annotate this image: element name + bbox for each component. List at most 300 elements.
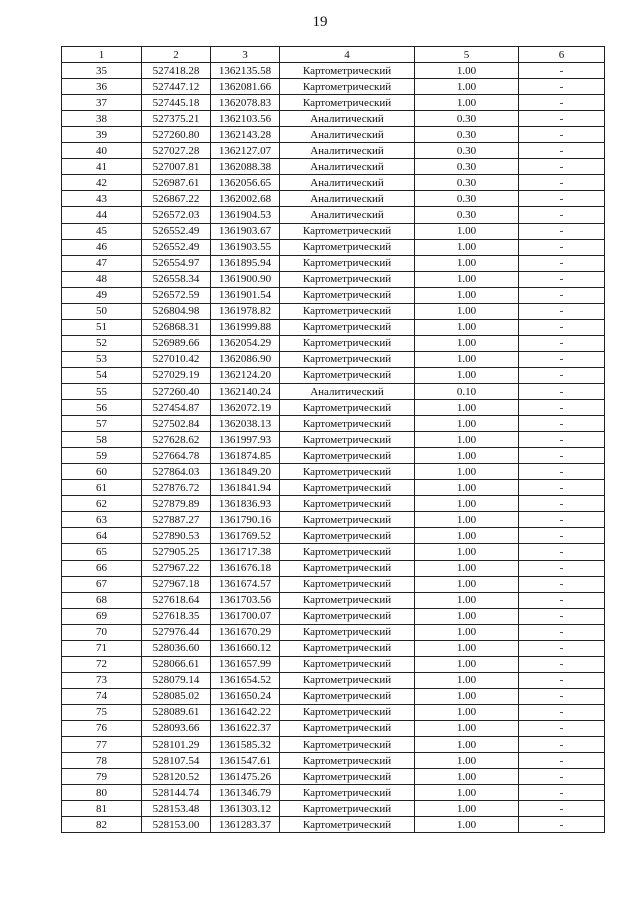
table-row: [62, 367, 605, 383]
x-coordinate-cell: 528036.60: [142, 640, 211, 656]
note-cell: -: [519, 817, 605, 833]
method-cell: Картометрический: [280, 640, 415, 656]
y-coordinate-cell: 1361903.67: [211, 223, 280, 239]
method-cell: Картометрический: [280, 95, 415, 111]
point-number-cell: 69: [62, 608, 142, 624]
x-coordinate-cell: 527628.62: [142, 432, 211, 448]
method-cell: Аналитический: [280, 191, 415, 207]
method-cell: Аналитический: [280, 207, 415, 223]
y-coordinate-cell: 1362072.19: [211, 400, 280, 416]
y-coordinate-cell: 1361836.93: [211, 496, 280, 512]
y-coordinate-cell: 1362127.07: [211, 143, 280, 159]
table-row: [62, 255, 605, 271]
point-number-cell: 45: [62, 223, 142, 239]
table-row: [62, 720, 605, 736]
method-cell: Картометрический: [280, 528, 415, 544]
accuracy-cell: 1.00: [415, 271, 519, 287]
y-coordinate-cell: 1362135.58: [211, 63, 280, 79]
note-cell: -: [519, 720, 605, 736]
table-row: [62, 127, 605, 143]
note-cell: -: [519, 576, 605, 592]
y-coordinate-cell: 1361841.94: [211, 480, 280, 496]
note-cell: -: [519, 608, 605, 624]
x-coordinate-cell: 528153.48: [142, 801, 211, 817]
y-coordinate-cell: 1361654.52: [211, 672, 280, 688]
method-cell: Картометрический: [280, 656, 415, 672]
method-cell: Картометрический: [280, 448, 415, 464]
table-row: [62, 191, 605, 207]
x-coordinate-cell: 527010.42: [142, 351, 211, 367]
point-number-cell: 77: [62, 737, 142, 753]
accuracy-cell: 1.00: [415, 801, 519, 817]
y-coordinate-cell: 1361874.85: [211, 448, 280, 464]
method-cell: Картометрический: [280, 769, 415, 785]
x-coordinate-cell: 527260.80: [142, 127, 211, 143]
x-coordinate-cell: 527618.35: [142, 608, 211, 624]
table-row: [62, 303, 605, 319]
method-cell: Картометрический: [280, 223, 415, 239]
note-cell: -: [519, 383, 605, 399]
note-cell: -: [519, 432, 605, 448]
accuracy-cell: 1.00: [415, 351, 519, 367]
x-coordinate-cell: 527967.18: [142, 576, 211, 592]
note-cell: -: [519, 528, 605, 544]
point-number-cell: 50: [62, 303, 142, 319]
method-cell: Аналитический: [280, 143, 415, 159]
x-coordinate-cell: 527260.40: [142, 383, 211, 399]
method-cell: Аналитический: [280, 111, 415, 127]
method-cell: Картометрический: [280, 351, 415, 367]
table-row: [62, 351, 605, 367]
accuracy-cell: 0.30: [415, 191, 519, 207]
x-coordinate-cell: 527976.44: [142, 624, 211, 640]
note-cell: -: [519, 143, 605, 159]
table-row: [62, 239, 605, 255]
accuracy-cell: 1.00: [415, 560, 519, 576]
note-cell: -: [519, 95, 605, 111]
accuracy-cell: 1.00: [415, 255, 519, 271]
table-row: [62, 63, 605, 79]
y-coordinate-cell: 1361997.93: [211, 432, 280, 448]
x-coordinate-cell: 528066.61: [142, 656, 211, 672]
y-coordinate-cell: 1362143.28: [211, 127, 280, 143]
note-cell: -: [519, 191, 605, 207]
x-coordinate-cell: 526552.49: [142, 223, 211, 239]
note-cell: -: [519, 175, 605, 191]
method-cell: Картометрический: [280, 271, 415, 287]
y-coordinate-cell: 1361904.53: [211, 207, 280, 223]
header-cell: 2: [142, 47, 211, 63]
note-cell: -: [519, 512, 605, 528]
x-coordinate-cell: 527029.19: [142, 367, 211, 383]
point-number-cell: 55: [62, 383, 142, 399]
x-coordinate-cell: 528144.74: [142, 785, 211, 801]
table-row: [62, 704, 605, 720]
accuracy-cell: 1.00: [415, 608, 519, 624]
table-row: [62, 528, 605, 544]
x-coordinate-cell: 526554.97: [142, 255, 211, 271]
accuracy-cell: 1.00: [415, 785, 519, 801]
y-coordinate-cell: 1361717.38: [211, 544, 280, 560]
point-number-cell: 39: [62, 127, 142, 143]
table-row: [62, 560, 605, 576]
table-row: [62, 737, 605, 753]
x-coordinate-cell: 527375.21: [142, 111, 211, 127]
accuracy-cell: 1.00: [415, 303, 519, 319]
x-coordinate-cell: 526572.59: [142, 287, 211, 303]
table-row: [62, 496, 605, 512]
accuracy-cell: 1.00: [415, 640, 519, 656]
y-coordinate-cell: 1361346.79: [211, 785, 280, 801]
accuracy-cell: 1.00: [415, 592, 519, 608]
point-number-cell: 80: [62, 785, 142, 801]
y-coordinate-cell: 1361670.29: [211, 624, 280, 640]
note-cell: -: [519, 239, 605, 255]
x-coordinate-cell: 527905.25: [142, 544, 211, 560]
table-row: [62, 95, 605, 111]
point-number-cell: 67: [62, 576, 142, 592]
point-number-cell: 64: [62, 528, 142, 544]
table-row: [62, 159, 605, 175]
method-cell: Картометрический: [280, 255, 415, 271]
point-number-cell: 71: [62, 640, 142, 656]
note-cell: -: [519, 480, 605, 496]
accuracy-cell: 1.00: [415, 367, 519, 383]
accuracy-cell: 1.00: [415, 753, 519, 769]
y-coordinate-cell: 1361769.52: [211, 528, 280, 544]
accuracy-cell: 1.00: [415, 400, 519, 416]
method-cell: Аналитический: [280, 127, 415, 143]
note-cell: -: [519, 303, 605, 319]
y-coordinate-cell: 1361660.12: [211, 640, 280, 656]
y-coordinate-cell: 1362124.20: [211, 367, 280, 383]
point-number-cell: 78: [62, 753, 142, 769]
coordinates-table: [61, 46, 605, 833]
table-row: [62, 753, 605, 769]
y-coordinate-cell: 1361547.61: [211, 753, 280, 769]
accuracy-cell: 0.30: [415, 127, 519, 143]
method-cell: Картометрический: [280, 512, 415, 528]
method-cell: Картометрический: [280, 480, 415, 496]
x-coordinate-cell: 526989.66: [142, 335, 211, 351]
x-coordinate-cell: 526572.03: [142, 207, 211, 223]
method-cell: Картометрический: [280, 367, 415, 383]
x-coordinate-cell: 527502.84: [142, 416, 211, 432]
accuracy-cell: 1.00: [415, 688, 519, 704]
point-number-cell: 53: [62, 351, 142, 367]
accuracy-cell: 1.00: [415, 239, 519, 255]
y-coordinate-cell: 1361790.16: [211, 512, 280, 528]
note-cell: -: [519, 464, 605, 480]
method-cell: Картометрический: [280, 592, 415, 608]
method-cell: Картометрический: [280, 785, 415, 801]
header-cell: 1: [62, 47, 142, 63]
table-row: [62, 608, 605, 624]
table-row: [62, 271, 605, 287]
method-cell: Аналитический: [280, 383, 415, 399]
method-cell: Картометрический: [280, 79, 415, 95]
y-coordinate-cell: 1362103.56: [211, 111, 280, 127]
table-row: [62, 319, 605, 335]
method-cell: Картометрический: [280, 753, 415, 769]
point-number-cell: 56: [62, 400, 142, 416]
x-coordinate-cell: 527418.28: [142, 63, 211, 79]
x-coordinate-cell: 526804.98: [142, 303, 211, 319]
table-row: [62, 287, 605, 303]
point-number-cell: 60: [62, 464, 142, 480]
x-coordinate-cell: 527879.89: [142, 496, 211, 512]
accuracy-cell: 1.00: [415, 576, 519, 592]
accuracy-cell: 0.30: [415, 111, 519, 127]
y-coordinate-cell: 1362081.66: [211, 79, 280, 95]
point-number-cell: 68: [62, 592, 142, 608]
method-cell: Картометрический: [280, 608, 415, 624]
note-cell: -: [519, 560, 605, 576]
point-number-cell: 44: [62, 207, 142, 223]
note-cell: -: [519, 287, 605, 303]
point-number-cell: 58: [62, 432, 142, 448]
note-cell: -: [519, 159, 605, 175]
y-coordinate-cell: 1361903.55: [211, 239, 280, 255]
x-coordinate-cell: 527027.28: [142, 143, 211, 159]
point-number-cell: 49: [62, 287, 142, 303]
x-coordinate-cell: 528107.54: [142, 753, 211, 769]
y-coordinate-cell: 1361901.54: [211, 287, 280, 303]
x-coordinate-cell: 527007.81: [142, 159, 211, 175]
table-row: [62, 769, 605, 785]
accuracy-cell: 1.00: [415, 544, 519, 560]
x-coordinate-cell: 527618.64: [142, 592, 211, 608]
method-cell: Картометрический: [280, 801, 415, 817]
table-row: [62, 448, 605, 464]
note-cell: -: [519, 672, 605, 688]
method-cell: Картометрический: [280, 63, 415, 79]
y-coordinate-cell: 1361978.82: [211, 303, 280, 319]
note-cell: -: [519, 704, 605, 720]
accuracy-cell: 1.00: [415, 720, 519, 736]
header-cell: 3: [211, 47, 280, 63]
note-cell: -: [519, 351, 605, 367]
accuracy-cell: 1.00: [415, 448, 519, 464]
y-coordinate-cell: 1361622.37: [211, 720, 280, 736]
table-row: [62, 544, 605, 560]
accuracy-cell: 1.00: [415, 656, 519, 672]
table-body: [62, 63, 605, 833]
method-cell: Аналитический: [280, 175, 415, 191]
note-cell: -: [519, 785, 605, 801]
table-row: [62, 656, 605, 672]
x-coordinate-cell: 528085.02: [142, 688, 211, 704]
y-coordinate-cell: 1361585.32: [211, 737, 280, 753]
point-number-cell: 38: [62, 111, 142, 127]
y-coordinate-cell: 1362002.68: [211, 191, 280, 207]
point-number-cell: 51: [62, 319, 142, 335]
note-cell: -: [519, 769, 605, 785]
x-coordinate-cell: 528093.66: [142, 720, 211, 736]
accuracy-cell: 1.00: [415, 704, 519, 720]
method-cell: Картометрический: [280, 464, 415, 480]
accuracy-cell: 1.00: [415, 512, 519, 528]
table-row: [62, 400, 605, 416]
accuracy-cell: 1.00: [415, 672, 519, 688]
point-number-cell: 52: [62, 335, 142, 351]
y-coordinate-cell: 1361642.22: [211, 704, 280, 720]
point-number-cell: 43: [62, 191, 142, 207]
y-coordinate-cell: 1362140.24: [211, 383, 280, 399]
accuracy-cell: 0.30: [415, 175, 519, 191]
note-cell: -: [519, 319, 605, 335]
note-cell: -: [519, 127, 605, 143]
note-cell: -: [519, 753, 605, 769]
accuracy-cell: 1.00: [415, 480, 519, 496]
y-coordinate-cell: 1362088.38: [211, 159, 280, 175]
method-cell: Картометрический: [280, 496, 415, 512]
table-row: [62, 592, 605, 608]
method-cell: Картометрический: [280, 400, 415, 416]
note-cell: -: [519, 255, 605, 271]
y-coordinate-cell: 1361676.18: [211, 560, 280, 576]
method-cell: Картометрический: [280, 432, 415, 448]
note-cell: -: [519, 737, 605, 753]
table-row: [62, 335, 605, 351]
table-row: [62, 480, 605, 496]
accuracy-cell: 1.00: [415, 528, 519, 544]
x-coordinate-cell: 527890.53: [142, 528, 211, 544]
y-coordinate-cell: 1361475.26: [211, 769, 280, 785]
note-cell: -: [519, 544, 605, 560]
point-number-cell: 54: [62, 367, 142, 383]
accuracy-cell: 1.00: [415, 817, 519, 833]
table-row: [62, 640, 605, 656]
x-coordinate-cell: 528089.61: [142, 704, 211, 720]
table-row: [62, 512, 605, 528]
x-coordinate-cell: 526558.34: [142, 271, 211, 287]
point-number-cell: 37: [62, 95, 142, 111]
point-number-cell: 59: [62, 448, 142, 464]
table-row: [62, 223, 605, 239]
x-coordinate-cell: 528101.29: [142, 737, 211, 753]
x-coordinate-cell: 527864.03: [142, 464, 211, 480]
table-row: [62, 416, 605, 432]
x-coordinate-cell: 527454.87: [142, 400, 211, 416]
table-row: [62, 464, 605, 480]
y-coordinate-cell: 1361657.99: [211, 656, 280, 672]
x-coordinate-cell: 527445.18: [142, 95, 211, 111]
point-number-cell: 74: [62, 688, 142, 704]
note-cell: -: [519, 448, 605, 464]
method-cell: Картометрический: [280, 544, 415, 560]
accuracy-cell: 1.00: [415, 95, 519, 111]
accuracy-cell: 1.00: [415, 432, 519, 448]
method-cell: Картометрический: [280, 416, 415, 432]
point-number-cell: 62: [62, 496, 142, 512]
page-number: 19: [312, 14, 328, 30]
point-number-cell: 72: [62, 656, 142, 672]
accuracy-cell: 0.10: [415, 383, 519, 399]
method-cell: Картометрический: [280, 672, 415, 688]
note-cell: -: [519, 111, 605, 127]
point-number-cell: 61: [62, 480, 142, 496]
accuracy-cell: 1.00: [415, 496, 519, 512]
x-coordinate-cell: 526867.22: [142, 191, 211, 207]
header-cell: 6: [519, 47, 605, 63]
x-coordinate-cell: 527664.78: [142, 448, 211, 464]
table-row: [62, 143, 605, 159]
accuracy-cell: 1.00: [415, 769, 519, 785]
point-number-cell: 40: [62, 143, 142, 159]
point-number-cell: 63: [62, 512, 142, 528]
x-coordinate-cell: 526552.49: [142, 239, 211, 255]
table-row: [62, 432, 605, 448]
table-header: [62, 47, 605, 63]
table-row: [62, 688, 605, 704]
accuracy-cell: 1.00: [415, 287, 519, 303]
table-row: [62, 624, 605, 640]
accuracy-cell: 0.30: [415, 159, 519, 175]
note-cell: -: [519, 640, 605, 656]
y-coordinate-cell: 1361999.88: [211, 319, 280, 335]
header-row: [62, 47, 605, 63]
x-coordinate-cell: 528079.14: [142, 672, 211, 688]
method-cell: Картометрический: [280, 303, 415, 319]
accuracy-cell: 1.00: [415, 416, 519, 432]
method-cell: Картометрический: [280, 319, 415, 335]
note-cell: -: [519, 335, 605, 351]
table-row: [62, 111, 605, 127]
point-number-cell: 76: [62, 720, 142, 736]
method-cell: Картометрический: [280, 737, 415, 753]
note-cell: -: [519, 688, 605, 704]
accuracy-cell: 1.00: [415, 464, 519, 480]
y-coordinate-cell: 1361900.90: [211, 271, 280, 287]
y-coordinate-cell: 1362086.90: [211, 351, 280, 367]
note-cell: -: [519, 271, 605, 287]
note-cell: -: [519, 592, 605, 608]
method-cell: Картометрический: [280, 704, 415, 720]
note-cell: -: [519, 496, 605, 512]
header-cell: 5: [415, 47, 519, 63]
y-coordinate-cell: 1362078.83: [211, 95, 280, 111]
y-coordinate-cell: 1361703.56: [211, 592, 280, 608]
note-cell: -: [519, 400, 605, 416]
method-cell: Картометрический: [280, 576, 415, 592]
point-number-cell: 41: [62, 159, 142, 175]
method-cell: Картометрический: [280, 720, 415, 736]
accuracy-cell: 1.00: [415, 624, 519, 640]
accuracy-cell: 1.00: [415, 63, 519, 79]
y-coordinate-cell: 1361283.37: [211, 817, 280, 833]
note-cell: -: [519, 624, 605, 640]
point-number-cell: 46: [62, 239, 142, 255]
note-cell: -: [519, 223, 605, 239]
y-coordinate-cell: 1362038.13: [211, 416, 280, 432]
point-number-cell: 75: [62, 704, 142, 720]
method-cell: Картометрический: [280, 624, 415, 640]
method-cell: Картометрический: [280, 817, 415, 833]
note-cell: -: [519, 207, 605, 223]
accuracy-cell: 0.30: [415, 143, 519, 159]
point-number-cell: 79: [62, 769, 142, 785]
point-number-cell: 47: [62, 255, 142, 271]
point-number-cell: 82: [62, 817, 142, 833]
point-number-cell: 73: [62, 672, 142, 688]
x-coordinate-cell: 527967.22: [142, 560, 211, 576]
y-coordinate-cell: 1361849.20: [211, 464, 280, 480]
accuracy-cell: 1.00: [415, 319, 519, 335]
header-cell: 4: [280, 47, 415, 63]
method-cell: Картометрический: [280, 287, 415, 303]
x-coordinate-cell: 526868.31: [142, 319, 211, 335]
